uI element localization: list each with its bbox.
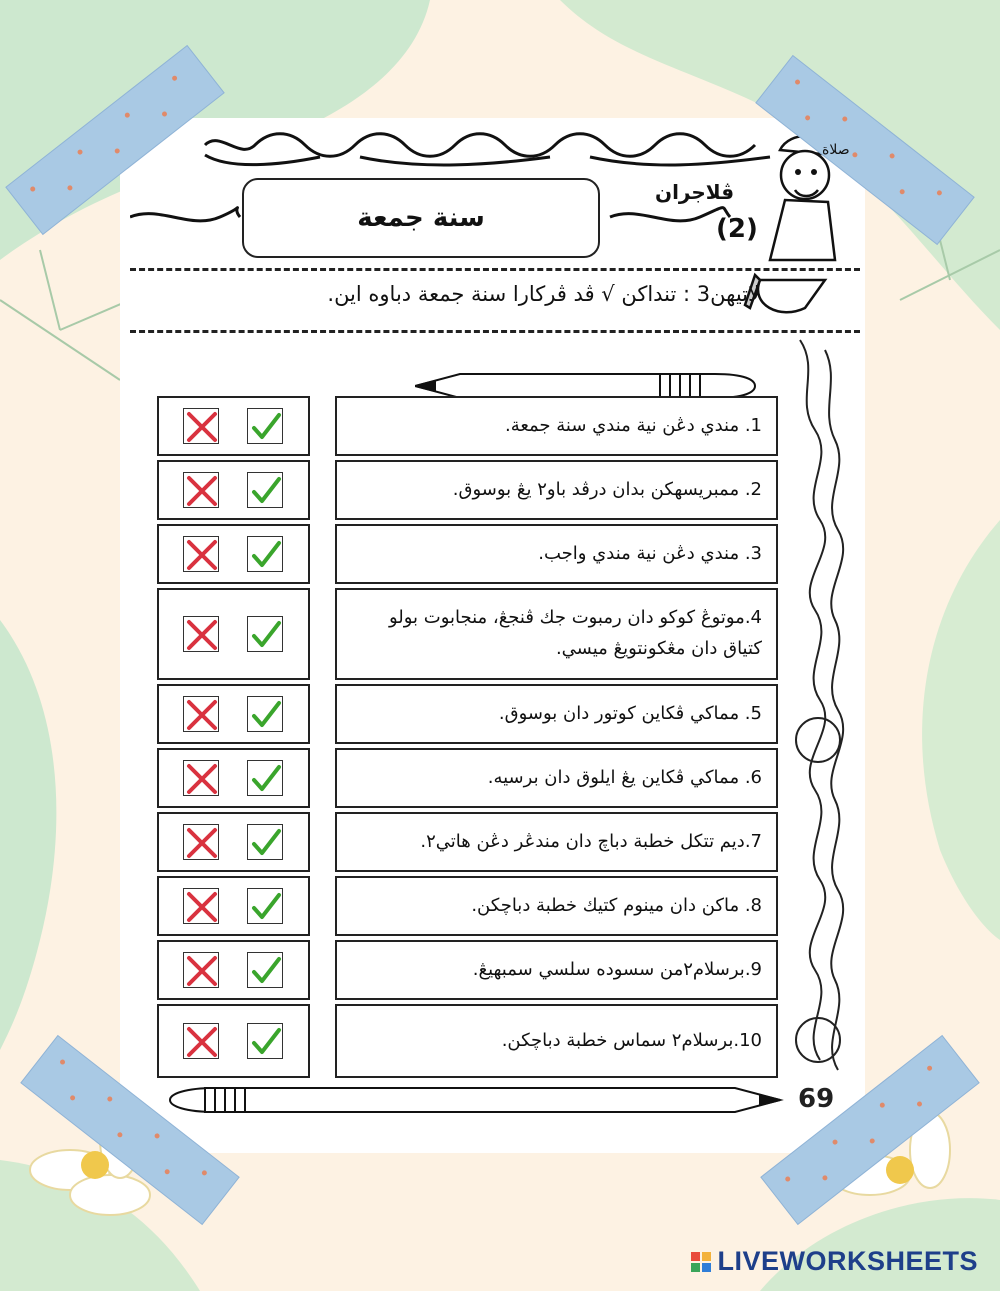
divider-bottom [130,330,860,333]
question-item [335,812,778,872]
prayer-word: صلاة [822,142,850,158]
checkmark-icon[interactable] [247,696,283,732]
checkmark-icon[interactable] [247,616,283,652]
cross-icon[interactable] [183,888,219,924]
brand-name: LIVEWORKSHEETS [717,1246,978,1276]
question-text: 7.ديم تتكل خطبة دباچ دان مندڠر دڠن هاتي٢. [420,830,762,852]
divider-top [130,268,860,271]
question-item [335,684,778,744]
footer-brand [691,1246,978,1277]
question-item [335,940,778,1000]
subject-label: ڤلاجران [655,180,735,204]
cross-icon[interactable] [183,1023,219,1059]
answer-cell [157,940,310,1000]
cross-icon[interactable] [183,536,219,572]
checkmark-icon[interactable] [247,1023,283,1059]
washi-tape-top-left [0,40,230,240]
question-text: 8. ماكن دان مينوم كتيك خطبة دباچكن. [471,894,762,916]
checkmark-icon[interactable] [247,760,283,796]
question-text: 10.برسلام٢ سماس خطبة دباچكن. [501,1029,762,1051]
lesson-number: (2) [716,214,758,244]
checkmark-icon[interactable] [247,408,283,444]
question-text: 5. مماكي ڤكاين كوتور دان بوسوق. [498,702,762,724]
cross-icon[interactable] [183,472,219,508]
checkmark-icon[interactable] [247,472,283,508]
answer-cell [157,812,310,872]
brand-logo-icon [691,1252,711,1272]
question-item [335,1004,778,1078]
question-text: 6. مماكي ڤكاين يڠ ايلوق دان برسيه. [487,766,762,788]
question-item [335,460,778,520]
question-text: 4.موتوڠ كوكو دان رمبوت جك ڤنجڠ، منجابوت بولو كتياق دان مڠكونتويڠ ميسي. [388,607,762,659]
answer-cell [157,588,310,680]
cross-icon[interactable] [183,696,219,732]
checkmark-icon[interactable] [247,536,283,572]
page-title: سنة جمعة [242,178,600,258]
cross-icon[interactable] [183,408,219,444]
cross-icon[interactable] [183,616,219,652]
cross-icon[interactable] [183,952,219,988]
question-item [335,876,778,936]
answer-cell [157,524,310,584]
answer-cell [157,1004,310,1078]
question-item [335,396,778,456]
cross-icon[interactable] [183,824,219,860]
page-number: 69 [798,1084,835,1114]
washi-tape-top-right [750,50,980,250]
checkmark-icon[interactable] [247,888,283,924]
checkmark-icon[interactable] [247,824,283,860]
answer-cell [157,748,310,808]
answer-cell [157,460,310,520]
question-text: 3. مندي دڠن نية مندي واجب. [538,542,762,564]
question-text: 9.برسلام٢من سسوده سلسي سمبهيڠ. [472,958,762,980]
answer-cell [157,876,310,936]
checkmark-icon[interactable] [247,952,283,988]
question-text: 2. ممبريسهكن بدان درڤد باو٢ يڠ بوسوق. [452,478,762,500]
ornamental-border-right [790,330,850,1130]
question-text: 1. مندي دڠن نية مندي سنة جمعة. [504,414,762,436]
washi-tape-bottom-right [755,1030,985,1230]
answer-cell [157,684,310,744]
question-item [335,524,778,584]
question-item [335,588,778,680]
answer-cell [157,396,310,456]
question-item [335,748,778,808]
pencil-bottom-icon [165,1082,785,1118]
cross-icon[interactable] [183,760,219,796]
instruction-text: لاتيهن3 : تنداكن √ ڤد ڤركارا سنة جمعة دباوه اين. [327,282,760,306]
